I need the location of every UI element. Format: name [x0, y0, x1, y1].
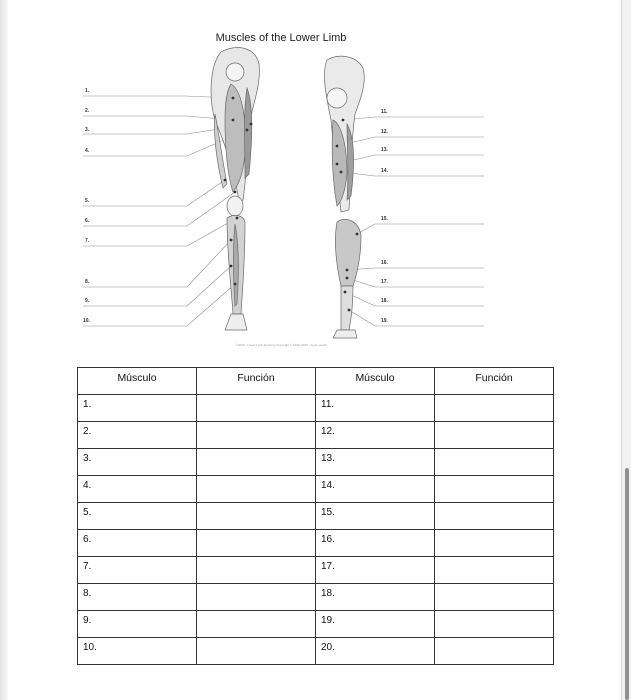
musculo-cell-left[interactable]: 8.	[78, 584, 197, 611]
label-6: 6.	[85, 218, 90, 224]
musculo-cell-left[interactable]: 10.	[78, 638, 197, 665]
label-5: 5.	[85, 198, 90, 204]
label-18: 18.	[381, 298, 388, 304]
label-7: 7.	[85, 238, 90, 244]
musculo-cell-right[interactable]: 13.	[316, 449, 435, 476]
page-edge	[621, 0, 631, 700]
label-12: 12.	[381, 129, 388, 135]
musculo-cell-left[interactable]: 6.	[78, 530, 197, 557]
funcion-cell-right[interactable]	[435, 611, 554, 638]
copyright-text: ©2019 · Lower Limb Anatomy Copyright © 1999–2019 · figure credit	[235, 343, 327, 347]
funcion-cell-left[interactable]	[197, 503, 316, 530]
label-9: 9.	[85, 298, 90, 304]
figure-title: Muscles of the Lower Limb	[215, 32, 347, 44]
funcion-cell-right[interactable]	[435, 449, 554, 476]
funcion-cell-right[interactable]	[435, 503, 554, 530]
funcion-cell-right[interactable]	[435, 557, 554, 584]
funcion-cell-left[interactable]	[197, 611, 316, 638]
label-3: 3.	[85, 127, 90, 133]
musculo-cell-left[interactable]: 4.	[78, 476, 197, 503]
label-14: 14.	[381, 168, 388, 174]
anterior-leg-illustration	[211, 48, 259, 330]
label-17: 17.	[381, 279, 388, 285]
worksheet-table	[77, 367, 554, 665]
header-funcion-right: Función	[435, 368, 554, 395]
musculo-cell-right[interactable]: 11.	[316, 395, 435, 422]
table-header-row	[78, 368, 554, 395]
musculo-cell-left[interactable]: 1.	[78, 395, 197, 422]
table-row	[78, 638, 554, 665]
funcion-cell-right[interactable]	[435, 395, 554, 422]
musculo-cell-right[interactable]: 18.	[316, 584, 435, 611]
musculo-cell-right[interactable]: 16.	[316, 530, 435, 557]
label-16: 16.	[381, 260, 388, 266]
label-11: 11.	[381, 109, 388, 115]
funcion-cell-right[interactable]	[435, 584, 554, 611]
musculo-cell-right[interactable]: 14.	[316, 476, 435, 503]
musculo-cell-left[interactable]: 7.	[78, 557, 197, 584]
table-row	[78, 611, 554, 638]
label-10: 10.	[83, 318, 90, 324]
anatomy-figure	[75, 24, 487, 350]
funcion-cell-left[interactable]	[197, 449, 316, 476]
musculo-cell-left[interactable]: 3.	[78, 449, 197, 476]
funcion-cell-left[interactable]	[197, 584, 316, 611]
label-8: 8.	[85, 279, 90, 285]
musculo-cell-left[interactable]: 5.	[78, 503, 197, 530]
table-row	[78, 449, 554, 476]
funcion-cell-right[interactable]	[435, 422, 554, 449]
funcion-cell-left[interactable]	[197, 530, 316, 557]
musculo-cell-left[interactable]: 9.	[78, 611, 197, 638]
posterior-leg-illustration	[324, 56, 364, 338]
header-funcion-left: Función	[197, 368, 316, 395]
funcion-cell-left[interactable]	[197, 638, 316, 665]
label-13: 13.	[381, 147, 388, 153]
table-row	[78, 503, 554, 530]
musculo-cell-right[interactable]: 17.	[316, 557, 435, 584]
page-shadow-left	[0, 0, 8, 700]
table-row	[78, 584, 554, 611]
table-row	[78, 476, 554, 503]
header-musculo-left: Músculo	[78, 368, 197, 395]
header-musculo-right: Músculo	[316, 368, 435, 395]
table-row	[78, 530, 554, 557]
scrollbar-thumb[interactable]	[625, 468, 629, 700]
label-2: 2.	[85, 108, 90, 114]
musculo-cell-right[interactable]: 15.	[316, 503, 435, 530]
musculo-cell-right[interactable]: 12.	[316, 422, 435, 449]
right-leader-lines	[337, 117, 484, 326]
lower-limb-diagram	[75, 24, 487, 350]
funcion-cell-left[interactable]	[197, 395, 316, 422]
musculo-cell-right[interactable]: 19.	[316, 611, 435, 638]
musculo-cell-right[interactable]: 20.	[316, 638, 435, 665]
funcion-cell-left[interactable]	[197, 476, 316, 503]
table-row	[78, 395, 554, 422]
funcion-cell-left[interactable]	[197, 557, 316, 584]
funcion-cell-right[interactable]	[435, 530, 554, 557]
table-row	[78, 557, 554, 584]
musculo-cell-left[interactable]: 2.	[78, 422, 197, 449]
label-1: 1.	[85, 88, 90, 94]
funcion-cell-right[interactable]	[435, 638, 554, 665]
label-4: 4.	[85, 148, 90, 154]
funcion-cell-left[interactable]	[197, 422, 316, 449]
funcion-cell-right[interactable]	[435, 476, 554, 503]
label-15: 15.	[381, 216, 388, 222]
label-19: 19.	[381, 318, 388, 324]
table-row	[78, 422, 554, 449]
